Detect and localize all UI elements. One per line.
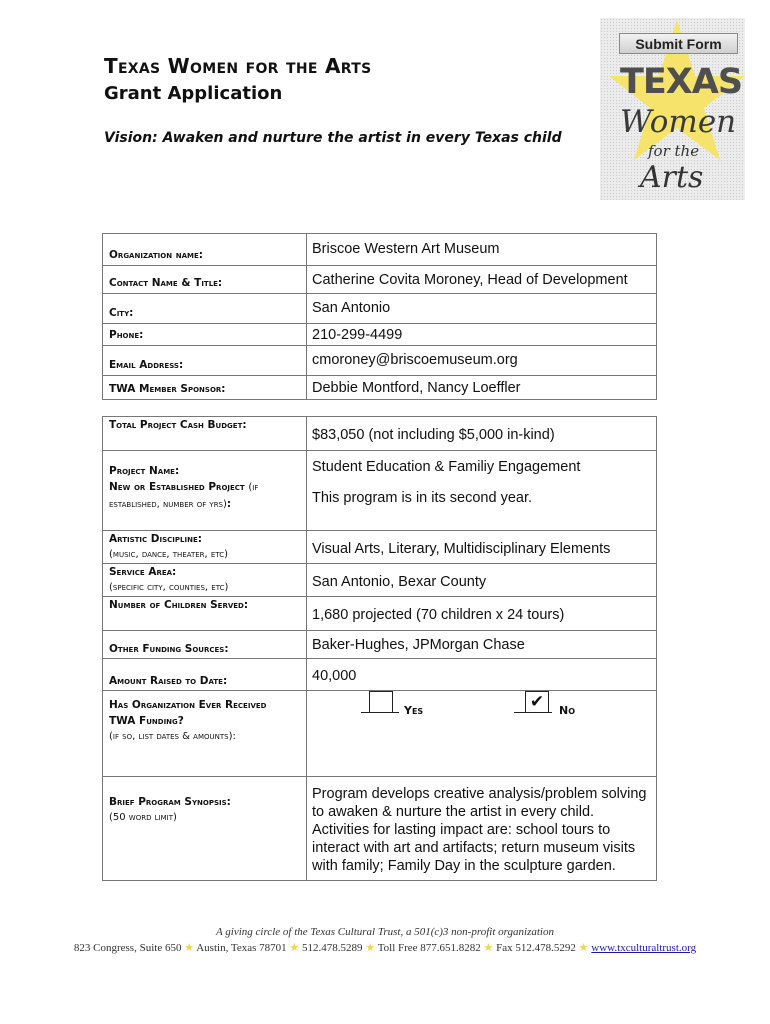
discipline-label: Artistic Discipline: bbox=[109, 533, 202, 545]
table-row bbox=[103, 324, 657, 346]
star-icon: ★ bbox=[483, 942, 494, 954]
contact-name-field[interactable]: Catherine Covita Moroney, Head of Development bbox=[307, 266, 657, 294]
table-row bbox=[103, 597, 657, 631]
form-subtitle: Grant Application bbox=[104, 83, 283, 104]
budget-field[interactable]: $83,050 (not including $5,000 in-kind) bbox=[307, 417, 657, 451]
project-name-field[interactable]: Student Education & Familiy Engagement bbox=[312, 459, 581, 475]
city-field[interactable]: San Antonio bbox=[307, 294, 657, 324]
footer-city: Austin, Texas 78701 bbox=[196, 942, 287, 954]
budget-label: Total Project Cash Budget: bbox=[103, 417, 307, 451]
project-info-table bbox=[102, 416, 657, 881]
new-or-established-label: New or Established Project (if established, number of yrs): bbox=[109, 481, 259, 510]
twa-funding-choices bbox=[307, 691, 657, 777]
table-row bbox=[103, 451, 657, 531]
other-funding-label: Other Funding Sources: bbox=[103, 631, 307, 659]
project-name-and-status-labels bbox=[103, 451, 307, 531]
table-row bbox=[103, 234, 657, 266]
project-name-and-status-values bbox=[307, 451, 657, 531]
table-row bbox=[103, 691, 657, 777]
synopsis-note: (50 word limit) bbox=[109, 812, 177, 823]
table-row bbox=[103, 346, 657, 376]
footer-phone: 512.478.5289 bbox=[302, 942, 363, 954]
member-sponsor-label: TWA Member Sponsor: bbox=[103, 376, 307, 400]
discipline-field[interactable]: Visual Arts, Literary, Multidisciplinary Elements bbox=[307, 531, 657, 564]
amount-raised-label: Amount Raised to Date: bbox=[103, 659, 307, 691]
email-field[interactable]: cmoroney@briscoemuseum.org bbox=[307, 346, 657, 376]
children-label: Number of Children Served: bbox=[103, 597, 307, 631]
star-icon: ★ bbox=[184, 942, 195, 954]
twa-funding-label-cell bbox=[103, 691, 307, 777]
contact-name-label: Contact Name & Title: bbox=[103, 266, 307, 294]
synopsis-label: Brief Program Synopsis: bbox=[109, 796, 231, 808]
email-label: Email Address: bbox=[103, 346, 307, 376]
no-checkbox[interactable]: ✔ bbox=[525, 691, 549, 712]
website-link[interactable]: www.txculturaltrust.org bbox=[591, 942, 697, 954]
service-area-note: (specific city, counties, etc) bbox=[109, 582, 229, 593]
table-row bbox=[103, 777, 657, 881]
synopsis-label-cell bbox=[103, 777, 307, 881]
table-row bbox=[103, 266, 657, 294]
new-or-established-field[interactable]: This program is in its second year. bbox=[312, 490, 533, 506]
discipline-label-cell bbox=[103, 531, 307, 564]
logo-text-texas: TEXAS bbox=[620, 62, 743, 102]
contact-info-table bbox=[102, 233, 657, 400]
footer-address: 823 Congress, Suite 650 bbox=[73, 942, 182, 954]
service-area-label-cell bbox=[103, 564, 307, 597]
yes-underline bbox=[361, 712, 399, 713]
table-row bbox=[103, 376, 657, 400]
table-row bbox=[103, 564, 657, 597]
service-area-field[interactable]: San Antonio, Bexar County bbox=[307, 564, 657, 597]
table-row bbox=[103, 631, 657, 659]
table-row bbox=[103, 294, 657, 324]
vision-statement: Vision: Awaken and nurture the artist in every Texas child bbox=[104, 130, 562, 146]
no-underline bbox=[514, 712, 552, 713]
submit-form-button[interactable]: Submit Form bbox=[619, 33, 738, 54]
phone-label: Phone: bbox=[103, 324, 307, 346]
table-row bbox=[103, 659, 657, 691]
twa-funding-label: Has Organization Ever Received TWA Funding? bbox=[109, 699, 267, 727]
amount-raised-field[interactable]: 40,000 bbox=[307, 659, 657, 691]
no-label: No bbox=[559, 704, 576, 717]
table-row bbox=[103, 417, 657, 451]
city-label: City: bbox=[103, 294, 307, 324]
yes-checkbox[interactable] bbox=[369, 691, 393, 712]
other-funding-field[interactable]: Baker-Hughes, JPMorgan Chase bbox=[307, 631, 657, 659]
logo-text-for-the: for the bbox=[648, 142, 700, 160]
table-row bbox=[103, 531, 657, 564]
logo-text-women: Women bbox=[620, 104, 737, 140]
phone-field[interactable]: 210-299-4499 bbox=[307, 324, 657, 346]
footer-tagline: A giving circle of the Texas Cultural Trust, a 501(c)3 non-profit organization bbox=[216, 926, 554, 938]
logo-text-arts: Arts bbox=[640, 160, 704, 195]
form-title: Texas Women for the Arts bbox=[104, 54, 372, 78]
star-icon: ★ bbox=[578, 942, 589, 954]
project-name-label: Project Name: bbox=[109, 465, 180, 477]
star-icon: ★ bbox=[289, 942, 300, 954]
footer-contact-line bbox=[0, 941, 770, 954]
member-sponsor-field[interactable]: Debbie Montford, Nancy Loeffler bbox=[307, 376, 657, 400]
yes-label: Yes bbox=[404, 704, 424, 717]
twa-funding-note: (if so, list dates & amounts): bbox=[109, 731, 236, 742]
service-area-label: Service Area: bbox=[109, 566, 177, 578]
children-field[interactable]: 1,680 projected (70 children x 24 tours) bbox=[307, 597, 657, 631]
synopsis-field[interactable]: Program develops creative analysis/problem solving to awaken & nurture the artist in every child. Activities for lasting impact are: school tours to interact with art and artifacts; return museum visits with family; Family Day in the sculpture garden. bbox=[307, 777, 657, 881]
star-icon: ★ bbox=[365, 942, 376, 954]
organization-name-field[interactable]: Briscoe Western Art Museum bbox=[307, 234, 657, 266]
footer-tollfree: Toll Free 877.651.8282 bbox=[377, 942, 481, 954]
footer-fax: Fax 512.478.5292 bbox=[496, 942, 576, 954]
organization-name-label: Organization name: bbox=[103, 234, 307, 266]
discipline-note: (music, dance, theater, etc) bbox=[109, 549, 228, 560]
